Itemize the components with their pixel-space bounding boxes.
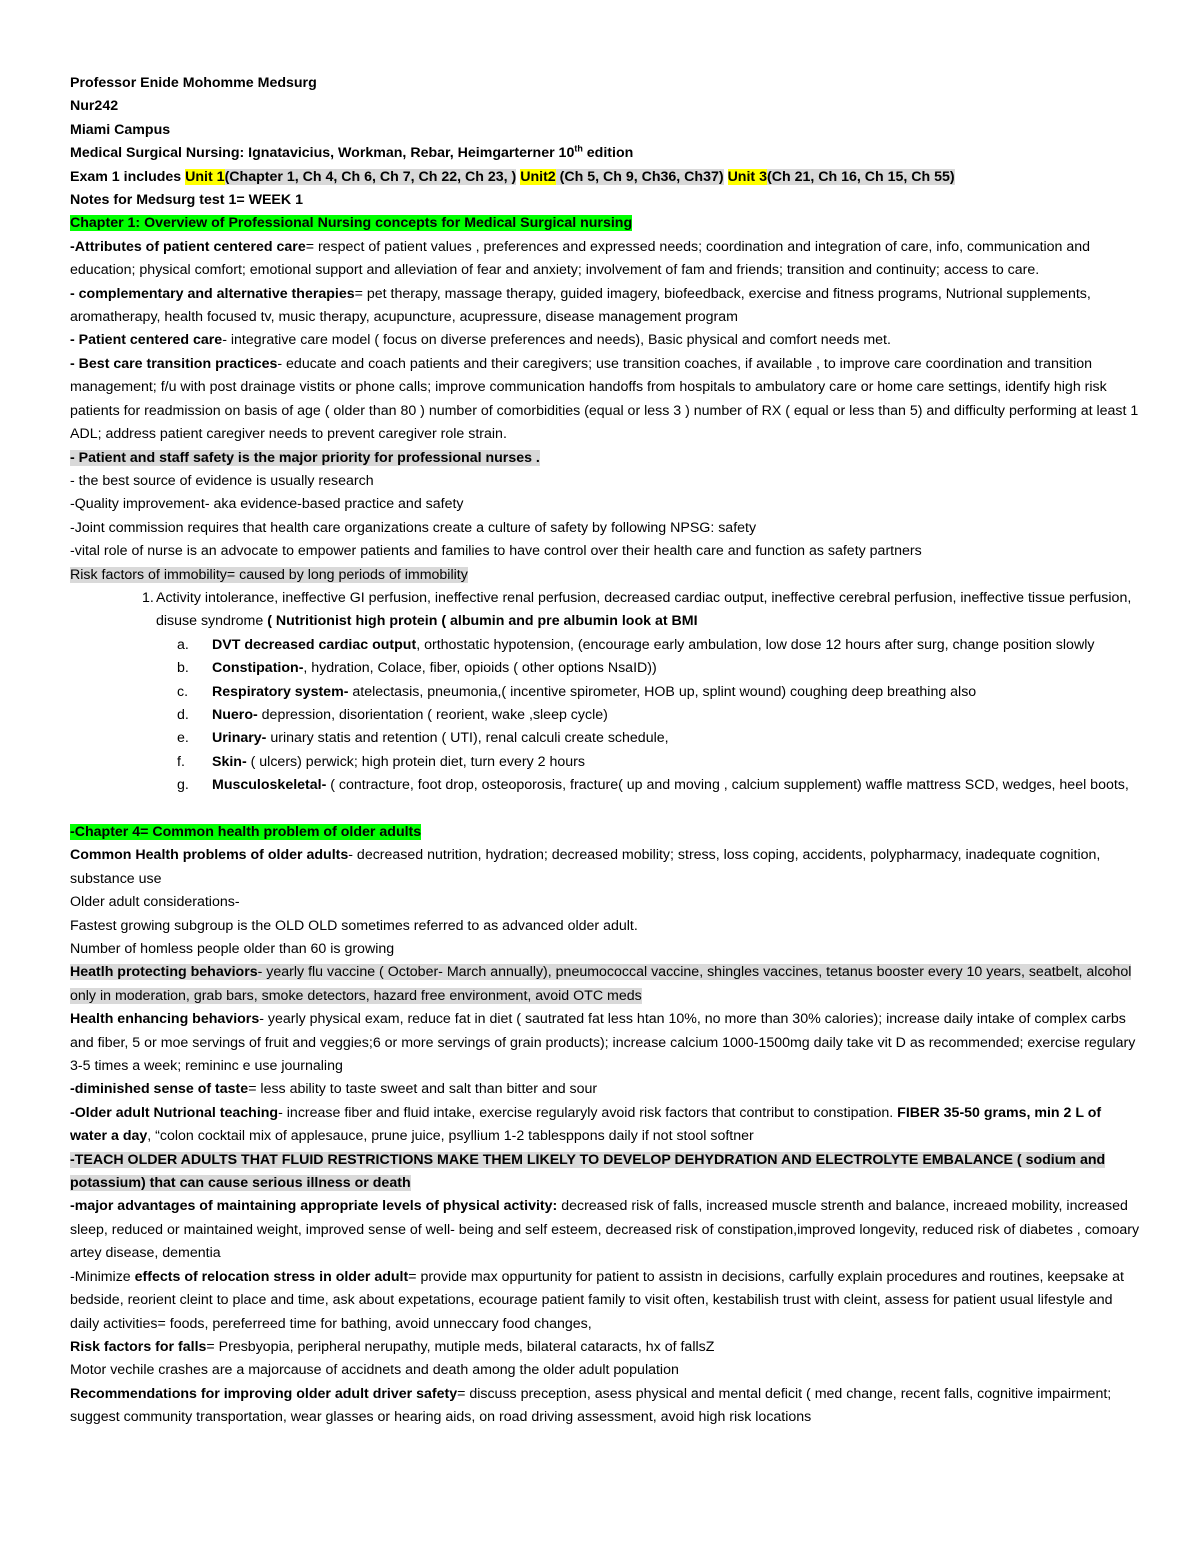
pcc-label: - Patient centered care bbox=[70, 332, 223, 349]
taste-label: -diminished sense of taste bbox=[70, 1081, 249, 1098]
unit1-chapters: (Chapter 1, Ch 4, Ch 6, Ch 7, Ch 22, Ch 23, ) bbox=[224, 168, 517, 185]
immobility-item-1 bbox=[70, 587, 1140, 634]
attributes-text: = respect of patient values , preferences and expressed needs; coordination and integration of care, info, communication and education; physical comfort; emotional support and alleviation of fear and anxiety; involvement of fam and friends; transition and continuity; access to care. bbox=[70, 238, 1091, 279]
immobility-item-body bbox=[156, 587, 1140, 634]
motor-line: Motor vechile crashes are a majorcause of accidnets and death among the older adult population bbox=[70, 1362, 679, 1379]
protecting-text: - yearly flu vaccine ( October- March annually), pneumococcal vaccine, shingles vaccines, tetanus booster every 10 years, seatbelt, alcohol only in moderation, grab bars, smoke detectors, hazard free environment, avoid OTC meds bbox=[70, 964, 1132, 1004]
chapter1-heading-text: Chapter 1: Overview of Professional Nursing concepts for Medical Surgical nursing bbox=[70, 215, 633, 232]
nutrition-tail: , “colon cocktail mix of applesauce, prune juice, psyllium 1-2 tablesppons daily if not stool softner bbox=[147, 1128, 754, 1145]
protecting-paragraph bbox=[70, 961, 1140, 1008]
sub-item-letter: f. bbox=[177, 753, 185, 770]
sub-item-letter: a. bbox=[177, 636, 189, 653]
immobility-sub-item bbox=[70, 634, 1140, 657]
taste-text: = less ability to taste sweet and salt than bitter and sour bbox=[248, 1081, 598, 1098]
sub-item-text: , hydration, Colace, fiber, opioids ( other options NsaID)) bbox=[303, 660, 657, 677]
relocation-paragraph bbox=[70, 1266, 1140, 1336]
relocation-text: = provide max oppurtunity for patient to assistn in decisions, carfully explain procedures and routines, keepsake at bedside, reorient cleint to place and time, ask about expetations, ecourage patient family to visit often, kestabilish trust with cleint, assess for patient usual lifestyle and daily activities= foods, pereferreed time for bathing, avoid unneccary food changes, bbox=[70, 1268, 1124, 1332]
sub-item-body bbox=[212, 727, 1140, 750]
sub-item-label: Nuero- bbox=[212, 706, 258, 723]
textbook-line bbox=[70, 142, 1140, 165]
nutrition-label: -Older adult Nutrional teaching bbox=[70, 1104, 279, 1121]
immobility-sub-item bbox=[70, 774, 1140, 797]
falls-label: Risk factors for falls bbox=[70, 1338, 207, 1355]
falls-text: = Presbyopia, peripheral nerupathy, mutiple meds, bilateral cataracts, hx of fallsZ bbox=[206, 1338, 715, 1355]
advocate-line: -vital role of nurse is an advocate to empower patients and families to have control over their health care and function as safety partners bbox=[70, 543, 922, 560]
driver-label: Recommendations for improving older adult driver safety bbox=[70, 1385, 458, 1402]
pcc-paragraph bbox=[70, 329, 1140, 352]
sub-item-text: atelectasis, pneumonia,( incentive spirometer, HOB up, splint wound) coughing deep breathing also bbox=[348, 683, 977, 700]
falls-paragraph bbox=[70, 1336, 1140, 1359]
chapter4-heading-text: -Chapter 4= Common health problem of older adults bbox=[70, 823, 422, 840]
activity-text: decreased risk of falls, increased muscle strenth and balance, increaed mobility, increased sleep, reduced or maintained weight, improved sense of well- being and self esteem, decreased risk of constipation,improved longevity, reduced risk of diabetes , comoary artey disease, dementia bbox=[70, 1198, 1140, 1262]
taste-paragraph bbox=[70, 1078, 1140, 1101]
driver-paragraph bbox=[70, 1383, 1140, 1430]
enhancing-label: Health enhancing behaviors bbox=[70, 1011, 260, 1028]
sub-item-label: Respiratory system- bbox=[212, 683, 349, 700]
relocation-pre: -Minimize bbox=[70, 1268, 135, 1285]
chapter1-heading bbox=[70, 212, 1140, 235]
sub-item-body bbox=[212, 751, 1140, 774]
textbook-superscript: th bbox=[574, 143, 583, 154]
considerations-line: Older adult considerations- bbox=[70, 894, 240, 911]
driver-text: = discuss preception, asess physical and mental deficit ( med change, recent falls, cognitive impairment; suggest community transportation, wear glasses or hearing aids, on road driving assessment, avoid high risk locations bbox=[70, 1385, 1112, 1426]
safety-priority-text: - Patient and staff safety is the major priority for professional nurses . bbox=[70, 449, 540, 466]
textbook-text: Medical Surgical Nursing: Ignatavicius, Workman, Rebar, Heimgarterner 10 bbox=[70, 145, 575, 162]
common-paragraph bbox=[70, 844, 1140, 891]
immobility-item-text: Activity intolerance, ineffective GI perfusion, ineffective renal perfusion, decreased cardiac output, ineffective cerebral perfusion, ineffective tissue perfusion, disuse syndrome bbox=[156, 589, 1132, 630]
relocation-label: effects of relocation stress in older adult bbox=[134, 1268, 409, 1285]
complementary-text: = pet therapy, massage therapy, guided imagery, biofeedback, exercise and fitness programs, Nutrional supplements, aromatherapy, health focused tv, music therapy, acupuncture, acupressure, disease management program bbox=[70, 285, 1091, 326]
sub-item-body bbox=[212, 657, 1140, 680]
sub-item-text: ( ulcers) perwick; high protein diet, turn every 2 hours bbox=[246, 753, 585, 770]
nutrition-paragraph bbox=[70, 1102, 1140, 1149]
teach-text: -TEACH OLDER ADULTS THAT FLUID RESTRICTIONS MAKE THEM LIKELY TO DEVELOP DEHYDRATION AND ELECTROLYTE EMBALANCE ( sodium and potassium) that can cause serious illness or death bbox=[70, 1151, 1106, 1192]
enhancing-paragraph bbox=[70, 1008, 1140, 1078]
textbook-edition: edition bbox=[582, 145, 634, 162]
sub-item-label: DVT decreased cardiac output bbox=[212, 636, 417, 653]
transition-label: - Best care transition practices bbox=[70, 355, 278, 372]
common-text: - decreased nutrition, hydration; decreased mobility; stress, loss coping, accidents, polypharmacy, inadequate cognition, substance use bbox=[70, 847, 1101, 887]
protecting-label: Heatlh protecting behaviors bbox=[70, 964, 258, 981]
attributes-label: -Attributes of patient centered care bbox=[70, 238, 306, 255]
spacer bbox=[70, 798, 1140, 821]
unit3-chapters: (Ch 21, Ch 16, Ch 15, Ch 55) bbox=[766, 168, 955, 185]
exam-intro: Exam 1 includes bbox=[70, 168, 186, 185]
immobility-heading bbox=[70, 564, 1140, 587]
fastest-line: Fastest growing subgroup is the OLD OLD sometimes referred to as advanced older adult. bbox=[70, 917, 638, 934]
sub-item-body bbox=[212, 774, 1140, 797]
activity-paragraph bbox=[70, 1195, 1140, 1265]
sub-item-letter: d. bbox=[177, 706, 189, 723]
notes-title: Notes for Medsurg test 1= WEEK 1 bbox=[70, 192, 303, 209]
document-page bbox=[70, 72, 1140, 1430]
attributes-paragraph bbox=[70, 236, 1140, 283]
nutrition-text: - increase fiber and fluid intake, exercise regularyly avoid risk factors that contribut to constipation. bbox=[278, 1104, 898, 1121]
immobility-item-number: 1. bbox=[142, 589, 154, 606]
activity-label: -major advantages of maintaining appropriate levels of physical activity: bbox=[70, 1198, 558, 1215]
chapter4-heading bbox=[70, 821, 1140, 844]
sub-item-text: ( contracture, foot drop, osteoporosis, fracture( up and moving , calcium supplement) waffle mattress SCD, wedges, heel boots, bbox=[326, 777, 1129, 794]
immobility-sub-item bbox=[70, 727, 1140, 750]
exam-line bbox=[70, 166, 1140, 189]
immobility-sub-item bbox=[70, 751, 1140, 774]
quality-line: -Quality improvement- aka evidence-based practice and safety bbox=[70, 496, 464, 513]
joint-commission-line: -Joint commission requires that health care organizations create a culture of safety by following NPSG: safety bbox=[70, 519, 757, 536]
protecting-highlight bbox=[70, 964, 1131, 1003]
transition-text: - educate and coach patients and their caregivers; use transition coaches, if available , to improve care coordination and transition management; f/u with post drainage vistits or phone calls; improve communication handoffs from hospitals to ambulatory care or home care settings, identify high risk patients for readmission on basis of age ( older than 80 ) number of comorbidities (equal or less 3 ) number of RX ( equal or less than 5) and difficulty performing at least 1 ADL; address patient caregiver needs to prevent caregiver role strain. bbox=[70, 355, 1139, 443]
campus-line: Miami Campus bbox=[70, 121, 171, 138]
sub-item-letter: e. bbox=[177, 730, 189, 747]
transition-paragraph bbox=[70, 353, 1140, 447]
sub-item-label: Constipation- bbox=[212, 660, 304, 677]
professor-line: Professor Enide Mohomme Medsurg bbox=[70, 75, 317, 91]
teach-paragraph bbox=[70, 1149, 1140, 1196]
nutrition-bold: FIBER 35-50 grams, min 2 L of water a day bbox=[70, 1104, 1102, 1145]
unit1-label: Unit 1 bbox=[185, 168, 225, 185]
sub-item-text: , orthostatic hypotension, (encourage early ambulation, low dose 12 hours after surg, change position slowly bbox=[416, 636, 1095, 653]
unit3-label: Unit 3 bbox=[727, 168, 767, 185]
complementary-label: - complementary and alternative therapies bbox=[70, 285, 355, 302]
sub-item-body bbox=[212, 704, 1140, 727]
sub-item-letter: b. bbox=[177, 660, 189, 677]
sub-item-text: depression, disorientation ( reorient, wake ,sleep cycle) bbox=[257, 706, 608, 723]
immobility-sub-item bbox=[70, 657, 1140, 680]
sub-item-body bbox=[212, 681, 1140, 704]
immobility-sub-item bbox=[70, 681, 1140, 704]
immobility-item-bold: ( Nutritionist high protein ( albumin and pre albumin look at BMI bbox=[267, 613, 698, 630]
evidence-line: - the best source of evidence is usually research bbox=[70, 472, 374, 489]
sub-item-label: Musculoskeletal- bbox=[212, 777, 327, 794]
immobility-sub-item bbox=[70, 704, 1140, 727]
sub-item-body bbox=[212, 634, 1140, 657]
immobility-heading-text: Risk factors of immobility= caused by long periods of immobility bbox=[70, 566, 468, 583]
common-label: Common Health problems of older adults bbox=[70, 847, 349, 864]
unit2-label: Unit2 bbox=[520, 168, 556, 185]
unit2-chapters: (Ch 5, Ch 9, Ch36, Ch37) bbox=[555, 168, 724, 185]
sub-item-label: Skin- bbox=[212, 753, 247, 770]
enhancing-text: - yearly physical exam, reduce fat in diet ( sautrated fat less htan 10%, no more than 30% calories); increase daily intake of complex carbs and fiber, 5 or moe servings of fruit and veggies;6 or more servings of grain products); increase calcium 1000-1500mg daily take vit D as recommended; exercise regulary 3-5 times a week; remininc e use journaling bbox=[70, 1011, 1136, 1075]
safety-priority bbox=[70, 447, 1140, 470]
sub-item-text: urinary statis and retention ( UTI), renal calculi create schedule, bbox=[266, 730, 669, 747]
course-line: Nur242 bbox=[70, 98, 119, 115]
complementary-paragraph bbox=[70, 283, 1140, 330]
sub-item-letter: g. bbox=[177, 777, 189, 794]
sub-item-letter: c. bbox=[177, 683, 189, 700]
sub-item-label: Urinary- bbox=[212, 730, 267, 747]
immobility-sub-list bbox=[70, 634, 1140, 798]
homeless-line: Number of homless people older than 60 is growing bbox=[70, 941, 395, 958]
pcc-text: - integrative care model ( focus on diverse preferences and needs), Basic physical and comfort needs met. bbox=[222, 332, 891, 349]
